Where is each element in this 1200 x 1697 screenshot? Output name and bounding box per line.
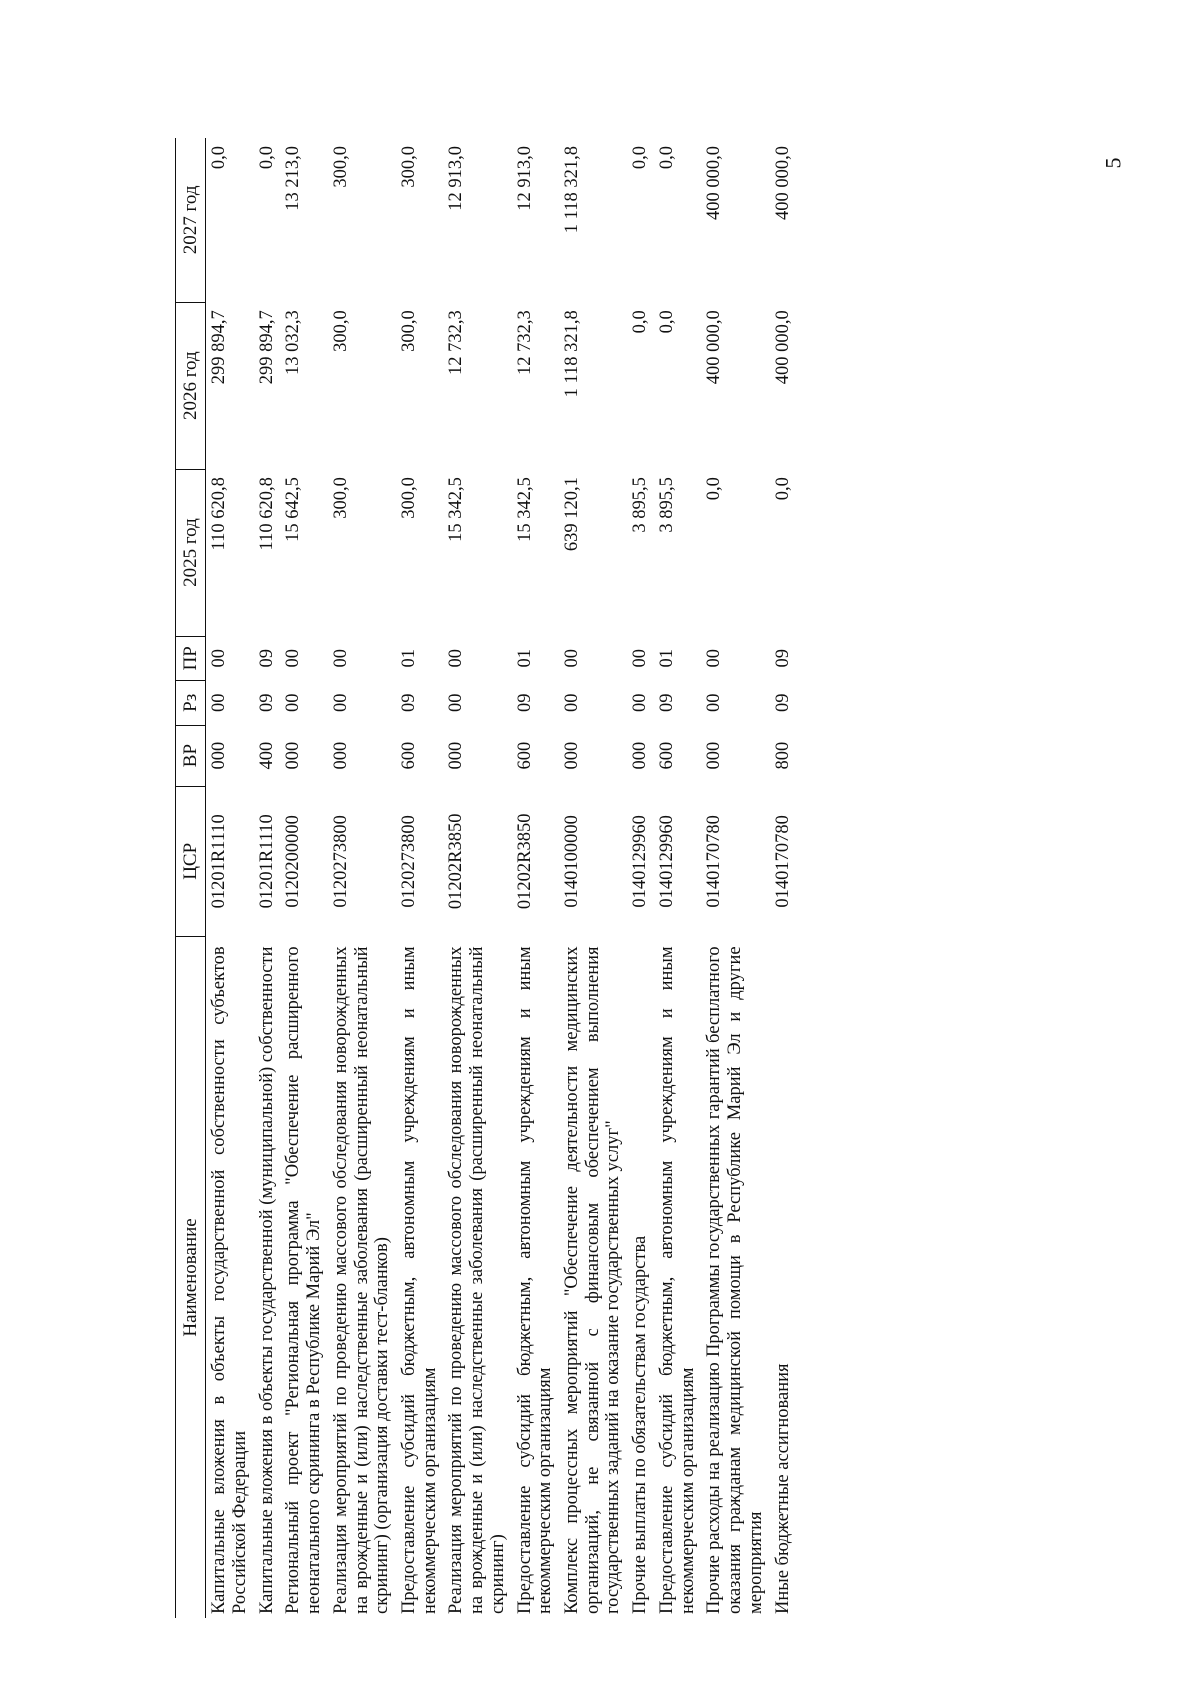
row-2026: 400 000,0 (704, 310, 725, 385)
row-vr: 000 (704, 741, 725, 770)
row-2026: 1 118 321,8 (562, 310, 583, 398)
row-rz: 09 (514, 693, 535, 713)
row-2027: 0,0 (656, 146, 677, 170)
row-name: Прочие выплаты по обязательствам государства (630, 1235, 651, 1614)
row-pr: 00 (704, 649, 725, 668)
row-2025: 3 895,5 (656, 477, 677, 533)
row-rz: 00 (562, 693, 583, 713)
row-2027: 400 000,0 (704, 146, 725, 220)
row-2027: 12 913,0 (514, 146, 535, 211)
row-pr: 00 (330, 649, 351, 668)
row-2025: 300,0 (330, 477, 351, 519)
row-vr: 800 (772, 741, 793, 770)
row-vr: 400 (256, 741, 277, 770)
table-row (559, 138, 627, 1618)
table-row (206, 138, 254, 1618)
row-2027: 400 000,0 (772, 146, 793, 220)
row-2027: 0,0 (209, 146, 230, 170)
row-csr: 0120200000 (283, 815, 304, 908)
row-2026: 12 732,3 (446, 310, 467, 375)
row-csr: 0140129960 (630, 815, 651, 908)
table-row (701, 138, 769, 1618)
row-vr: 000 (209, 741, 230, 770)
row-2026: 12 732,3 (514, 310, 535, 375)
row-pr: 01 (399, 649, 420, 668)
row-csr: 0140170780 (704, 815, 725, 908)
row-2026: 299 894,7 (256, 310, 277, 385)
row-2026: 299 894,7 (209, 310, 230, 385)
header-pr: ПР (176, 636, 206, 681)
row-rz: 00 (283, 693, 304, 713)
row-pr: 00 (562, 649, 583, 668)
row-2026: 0,0 (656, 310, 677, 334)
row-vr: 600 (656, 741, 677, 770)
row-2027: 12 913,0 (446, 146, 467, 211)
table-row (627, 138, 654, 1618)
row-pr: 00 (283, 649, 304, 668)
table-header-row (176, 138, 206, 1618)
header-rz: Рз (176, 681, 206, 726)
row-pr: 09 (772, 649, 793, 668)
row-2026: 0,0 (630, 310, 651, 334)
row-csr: 0140129960 (656, 815, 677, 908)
row-vr: 600 (514, 741, 535, 770)
row-2027: 13 213,0 (283, 146, 304, 211)
header-2025: 2025 год (176, 469, 206, 636)
header-name: Наименование (176, 936, 206, 1618)
row-pr: 01 (656, 649, 677, 668)
header-2026: 2026 год (176, 302, 206, 469)
row-2027: 300,0 (399, 146, 420, 188)
table-row (328, 138, 396, 1618)
row-2025: 15 642,5 (283, 477, 304, 542)
row-2027: 0,0 (630, 146, 651, 170)
row-2026: 400 000,0 (772, 310, 793, 385)
row-2027: 300,0 (330, 146, 351, 188)
budget-table (175, 138, 796, 1618)
row-2027: 0,0 (256, 146, 277, 170)
row-2025: 3 895,5 (630, 477, 651, 533)
row-name: Капитальные вложения в объекты государственной (муниципальной) собственности (256, 946, 277, 1614)
page-number: 5 (1100, 157, 1126, 169)
row-name: Предоставление субсидий бюджетным, автономным учреждениям и иным некоммерческим организациям (399, 946, 440, 1614)
row-csr: 0140170780 (772, 815, 793, 908)
row-2025: 0,0 (704, 477, 725, 501)
row-2027: 1 118 321,8 (562, 146, 583, 234)
row-pr: 09 (256, 649, 277, 668)
rotated-table-wrapper (175, 138, 1035, 1618)
row-csr: 01201R1110 (256, 814, 277, 909)
row-vr: 000 (562, 741, 583, 770)
table-row (396, 138, 443, 1618)
row-2026: 300,0 (330, 310, 351, 352)
row-name: Предоставление субсидий бюджетным, автономным учреждениям и иным некоммерческим организациям (514, 946, 556, 1614)
row-name: Прочие расходы на реализацию Программы государственных гарантий бесплатного оказания гражданам медицинской помощи в Республике Марий Эл и другие мероприятия (704, 946, 766, 1614)
table-row (254, 138, 281, 1618)
row-vr: 000 (446, 741, 467, 770)
row-rz: 09 (399, 693, 420, 713)
row-csr: 01201R1110 (209, 814, 230, 909)
row-2025: 110 620,8 (209, 477, 230, 551)
row-rz: 00 (446, 693, 467, 713)
row-csr: 0140100000 (562, 815, 583, 908)
row-name: Предоставление субсидий бюджетным, автономным учреждениям и иным некоммерческим организациям (656, 946, 698, 1614)
row-pr: 00 (630, 649, 651, 668)
row-vr: 600 (399, 741, 420, 770)
row-pr: 00 (209, 649, 230, 668)
table-row (512, 138, 559, 1618)
row-2026: 300,0 (399, 310, 420, 352)
row-2025: 0,0 (772, 477, 793, 501)
table-row (280, 138, 327, 1618)
row-2026: 13 032,3 (283, 310, 304, 375)
row-vr: 000 (283, 741, 304, 770)
row-2025: 15 342,5 (514, 477, 535, 542)
header-vr: ВР (176, 725, 206, 786)
row-rz: 00 (209, 693, 230, 713)
row-pr: 01 (514, 649, 535, 668)
row-2025: 300,0 (399, 477, 420, 519)
row-name: Реализация мероприятий по проведению массового обследования новорожденных на врожденные и (или) наследственные заболевания (расширенный неонатальный скрининг) (организация доставки тест-бланков) (330, 946, 393, 1614)
table-row (443, 138, 511, 1618)
row-pr: 00 (446, 649, 467, 668)
row-name: Иные бюджетные ассигнования (772, 1363, 793, 1614)
row-rz: 00 (704, 693, 725, 713)
row-rz: 09 (656, 693, 677, 713)
table-row (654, 138, 701, 1618)
row-csr: 0120273800 (330, 815, 351, 908)
row-rz: 09 (772, 693, 793, 713)
row-vr: 000 (330, 741, 351, 770)
row-name: Комплекс процессных мероприятий "Обеспечение деятельности медицинских организаций, не связанной с финансовым обеспечением выполнения государственных заданий на оказание государственных услуг" (562, 946, 624, 1614)
row-vr: 000 (630, 741, 651, 770)
row-2025: 15 342,5 (446, 477, 467, 542)
row-csr: 01202R3850 (514, 813, 535, 910)
row-name: Реализация мероприятий по проведению массового обследования новорожденных на врожденные и (или) наследственные заболевания (расширенный неонатальный скрининг) (446, 946, 508, 1614)
row-2025: 639 120,1 (562, 477, 583, 552)
row-csr: 01202R3850 (446, 813, 467, 910)
row-name: Региональный проект "Региональная программа "Обеспечение расширенного неонатального скрининга в Республике Марий Эл" (283, 946, 325, 1614)
table-row (770, 138, 797, 1618)
row-rz: 09 (256, 693, 277, 713)
row-name: Капитальные вложения в объекты государственной собственности субъектов Российской Федерации (209, 946, 250, 1614)
row-rz: 00 (330, 693, 351, 713)
row-rz: 00 (630, 693, 651, 713)
header-2027: 2027 год (176, 138, 206, 302)
row-2025: 110 620,8 (256, 477, 277, 551)
row-csr: 0120273800 (399, 815, 420, 908)
header-csr: ЦСР (176, 786, 206, 936)
